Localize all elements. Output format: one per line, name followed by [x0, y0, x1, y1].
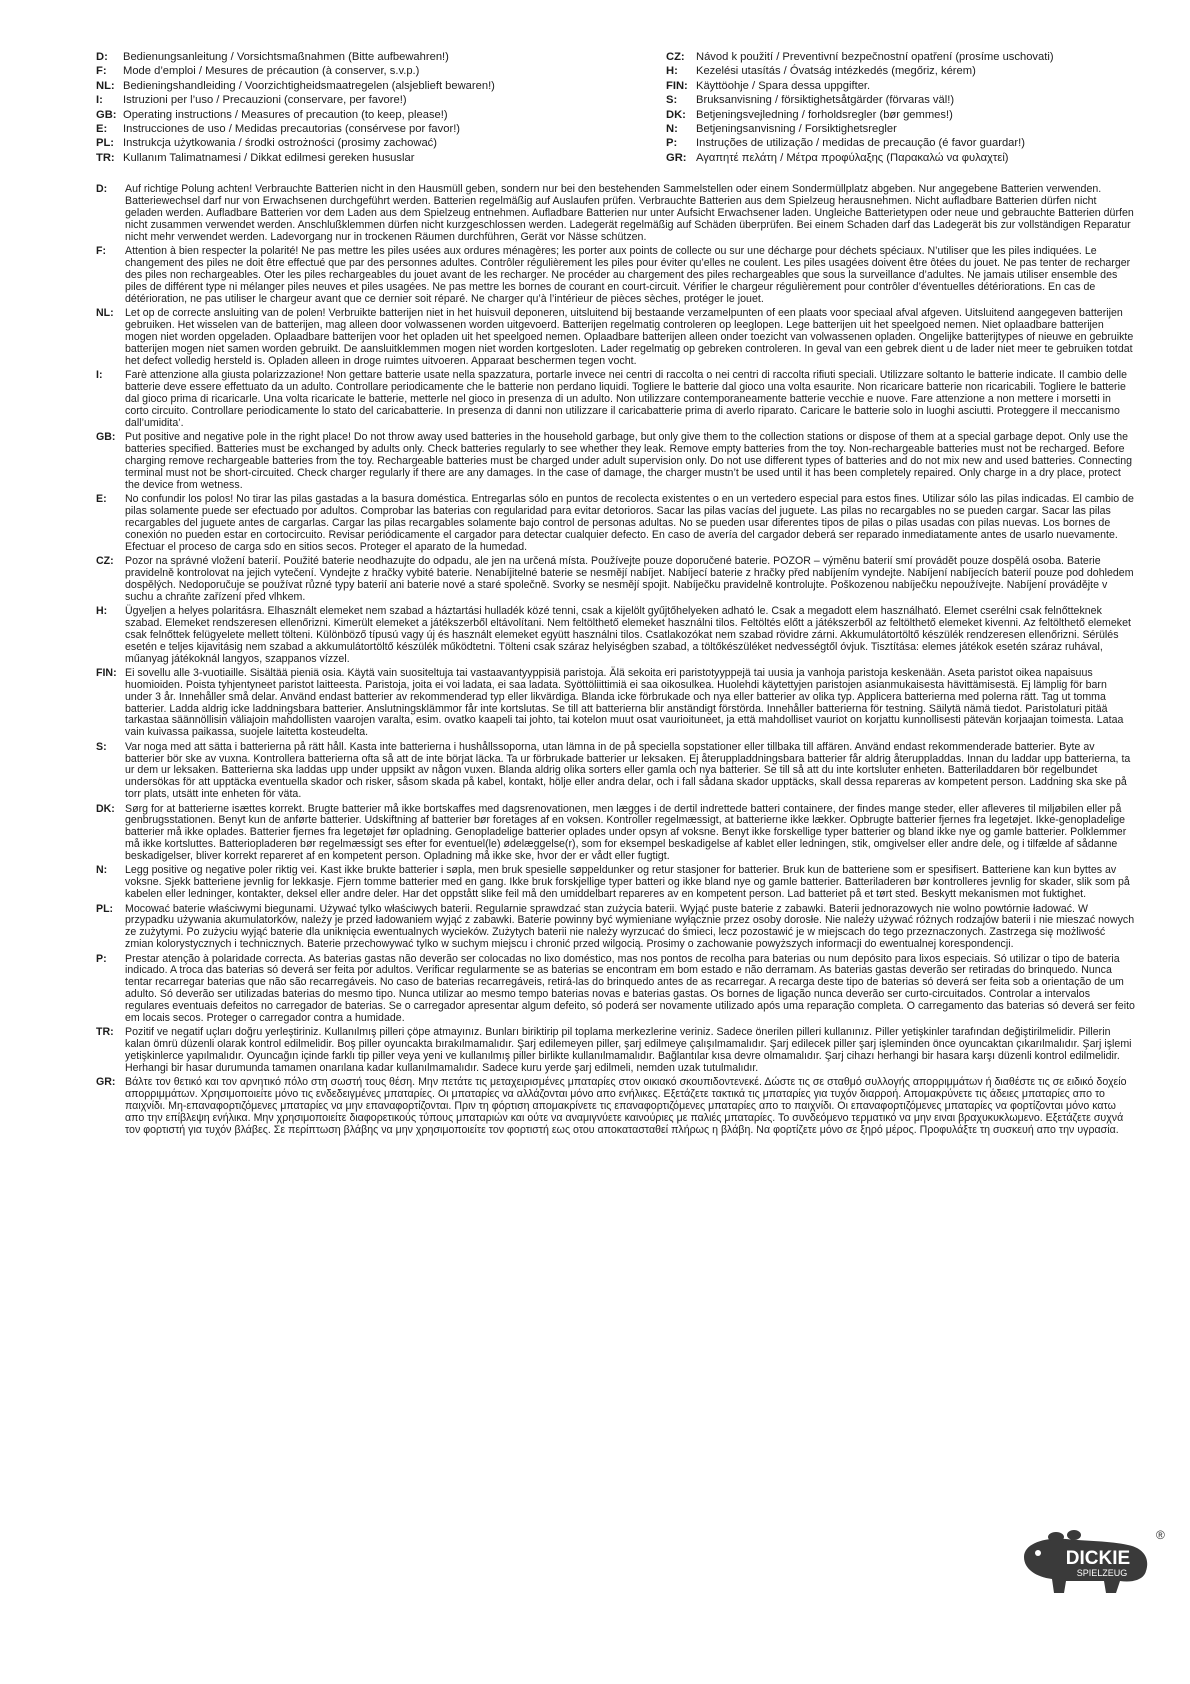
index-code: N: [666, 123, 678, 136]
index-title: Betjeningsanvisning / Forsiktighetsregler [696, 123, 897, 136]
section-text: Attention à bien respecter la polarité! Ne pas mettre les piles usées aux ordures ménagères; les porter aux points de collecte ou sur une décharge pour déchets spéciaux. N’utiliser que les piles indiquées. Le changement des piles ne doit être effectué que par des personnes adultes. Contrôler régulièrement les piles pour éviter qu’elles ne coulent. Les piles usagées doivent être ôtées du jouet. Ne pas tenter de recharger des piles non rechargeables. Oter les piles rechargeables du jouet avant de les recharger. Ne procéder au chargement des piles rechargeables que sous la surveillance d’adultes. Ne jamais utiliser ensemble des piles de différent type ni mélanger piles neuves et piles usagées. Ne pas mettre les bornes de courant en court-circuit. Vérifier le chargeur régulièrement pour contrôler d’éventuelles détériorations. En cas de détérioration, ne pas utiliser le chargeur avant que ce dernier soit réparé. Ne charger qu’à l’intérieur de pièces sèches, protéger le jouet. [125, 244, 1131, 305]
index-title: Mode d’emploi / Mesures de précaution (à conserver, s.v.p.) [123, 65, 420, 78]
language-index [96, 50, 1136, 165]
section-text: Sørg for at batterierne isættes korrekt. Brugte batterier må ikke bortskaffes med dagsrenovationen, men lægges i de dertil indrettede batteri containere, der findes mange steder, eller afleveres til miljøbilen eller på genbrugsstationen. Benyt kun de anførte batterier. Udskiftning af batterier bør foretages af en voksen. Kontroller regelmæssigt, at batterierne ikke lækker. Opbrugte batterier fjernes fra legetøjet. Ikke-genopladelige batterier må ikke oplades. Batterier fjernes fra legetøjet før opladning. Genopladelige batterier oplades under opsyn af voksne. Benyt ikke forskellige typer batterier og bland ikke nye og gamle batterier. Polklemmer må ikke kortsluttes. Batteriopladeren bør regelmæssigt ses efter for eventuel(le) ødelæggelse(r), som for eksempel beskadigelse af kablet eller ledningen, stik, omgivelser eller andre dele, og i tilfælde af sådanne beskadigelser, bliver korrekt repareret af en kompetent person. Opladning må ikke ske, hvor der er vådt eller fugtigt. [125, 802, 1127, 863]
index-row [96, 79, 636, 93]
section-text: Legg positive og negative poler riktig vei. Kast ikke brukte batterier i søpla, men bruk spesielle søppeldunker og retur stasjoner for batterier. Bruk kun de batteriene som er spesifisert. Batteriene kan kun byttes av voksne. Sjekk batteriene jevnlig for lekkasje. Fjern tomme batterier med en gang. Ikke bruk forskjellige typer batteri og ikke bland nye og gamle batterier. Batteriladeren bør kontrolleres jevnlig for skader, slik som på kabelen eller ledninger, kontakter, deksel eller andre deler. Har det oppstått slike feil må den umiddelbart repareres av en kompetent person. Lad batteriet på et tørt sted. Beskytt mekanismen mot fuktighet. [125, 864, 1130, 901]
index-code: GR: [666, 151, 687, 164]
section-text: Let op de correcte ansluiting van de polen! Verbruikte batterijen niet in het huisvuil deponeren, uitsluitend bij bestaande verzamelpunten of een plaats voor speciaal afval afgeven. Uitsluitend aangegeven batterijen gebruiken. Het wisselen van de batterijen, mag alleen door volwassenen worden uitgevoerd. Batterijen regelmatig controleren op leeglopen. Lege batterijen uit het speelgoed nemen. Niet oplaadbare batterijen mogen niet worden opgeladen. Oplaadbare batterijen voor het opladen uit het speelgoed nemen. Oplaadbare batterijen alleen onder toezicht van volwassenen opladen. Ongelijke batterijtypes of nieuwe en gebruikte batterijen mogen niet samen worden gebruikt. De aansluitklemmen mogen niet worden kortgesloten. Lader regelmatig op gebreken controleren. In geval van een gebrek dient u de lader niet meer te gebruiken totdat het defect volledig hersteld is. Opladen alleen in droge ruimtes uitvoeren. Apparaat beschermen tegen vocht. [125, 306, 1134, 367]
section-fr [96, 246, 1136, 306]
section-code: GR: [96, 1076, 116, 1089]
index-row [666, 93, 1136, 107]
section-code: S: [96, 740, 107, 753]
section-code: N: [96, 864, 108, 877]
section-fin [96, 668, 1136, 740]
section-code: PL: [96, 902, 114, 915]
index-code: NL: [96, 79, 115, 92]
index-title: Betjeningsvejledning / forholdsregler (bør gemmes!) [696, 108, 953, 121]
section-hu [96, 606, 1136, 666]
index-title: Αγαπητέ πελάτη / Μέτρα προφύλαξης (Παρακαλώ να φυλαχτεί) [696, 151, 1009, 164]
section-text: Prestar atenção à polaridade correcta. As baterias gastas não deverão ser colocadas no lixo doméstico, mas nos pontos de recolha para baterias ou num depósito para lixos especiais. Só utilizar o tipo de bateria indicado. A troca das baterias só deverá ser feita por adultos. Verificar regularmente se as baterias se encontram em bom estado e não derramam. As baterias gastas deverão ser retiradas do brinquedo. Nunca tentar recarregar baterias que não são recarregáveis. No caso de baterias recarregáveis, retirá-las do brinquedo antes de as recarregar. A recarga deste tipo de baterias só deverá ser feita sob a orientação de um adulto. Só deverão ser utilizadas baterias do mesmo tipo. Nunca utilizar ao mesmo tempo baterias novas e baterias gastas. Os bornes de ligação nunca deverão ser curto-circuitados. Controlar a intervalos regulares eventuais defeitos no carregador de baterias. Se o carregador apresentar algum defeito, só poderá ser novamente utilizado após uma reparação completa. O carregamento das baterias só deverá ser feito em locais secos. Proteger o carregador contra a humidade. [125, 952, 1135, 1025]
index-row [96, 64, 636, 78]
dickie-logo [1016, 1527, 1168, 1595]
section-pt [96, 954, 1136, 1026]
section-code: E: [96, 492, 107, 505]
index-code: TR: [96, 151, 115, 164]
registered-mark: ® [1156, 1528, 1165, 1542]
section-gr [96, 1077, 1136, 1137]
section-pl [96, 904, 1136, 952]
index-title: Istruzioni per l’uso / Precauzioni (conservare, per favore!) [123, 94, 407, 107]
section-code: GB: [96, 430, 116, 443]
section-text: Put positive and negative pole in the right place! Do not throw away used batteries in the household garbage, but only give them to the collection stations or dispose of them at a special garbage depot. Only use the batteries specified. Batteries must be exchanged by adults only. Check batteries regularly to see whether they leak. Remove empty batteries from the toy. Non-rechargeable batteries must not be recharged. Before charging remove rechargeable batteries from the toy. Rechargeable batteries must be charged under adult supervision only. Do not use different types of batteries and do not mix new and used batteries. Connecting terminal must not be short-circuited. Check charger regularly if there are any damages. In the case of damage, the charger mustn’t be used until it has been completely repaired. Only charge in a dry place, protect the device from wetness. [125, 430, 1133, 491]
index-code: FIN: [666, 79, 688, 92]
index-title: Instrukcja użytkowania / środki ostrożności (prosimy zachować) [123, 137, 437, 150]
section-de [96, 184, 1136, 244]
index-code: H: [666, 65, 678, 78]
section-text: No confundir los polos! No tirar las pilas gastadas a la basura doméstica. Entregarlas sólo en puntos de recolecta existentes o en un vertedero especial para estos fines. Utilizar sólo las pilas indicadas. El cambio de pilas solamente puede ser efectuado por adultos. Comprobar las baterias con regularidad para evitar detorioros. Sacar las pilas vacías del juguete. Las pilas no recargables no se pueden cargar. Sacar las pilas recargables del juguete antes de cargarlas. Cargar las pilas recargables solamente bajo control de personas adultas. No se pueden usar diferentes tipos de pilas o pilas usadas con pilas nuevas. Los bornes de conexión no pueden estar en cortocircuito. Revisar periódicamente el cargador para detectar cualquier defecto. En caso de avería del cargador deberá ser reparado inmediatamente antes de usarlo nuevamente. Efectuar el proceso de carga sdo en sitios secos. Proteger el aparato de la humedad. [125, 492, 1134, 553]
index-row [96, 93, 636, 107]
index-row [666, 108, 1136, 122]
index-row [666, 79, 1136, 93]
language-index-left [96, 50, 636, 165]
index-row [666, 50, 1136, 64]
index-title: Instruções de utilização / medidas de precaução (é favor guardar!) [696, 137, 1025, 150]
section-text: Farè attenzione alla giusta polarizzazione! Non gettare batterie usate nella spazzatura, portarle invece nei centri di raccolta o nei centri di raccolta rifiuti speciali. Utilizzare soltanto le batterie indicate. Il cambio delle batterie deve essere effettuato da un adulto. Controllare periodicamente che le batterie non perdano liquidi. Togliere le batterie dal gioco una volta esaurite. Non ricaricare batterie non ricaricabili. Togliere le batterie dal gioco prima di ricaricarle. Una volta ricaricate le batterie, metterle nel gioco in presenza di un adulto. Non utilizzare contemporaneamente batterie vecchie e nuove. Fare attenzione a non mettere i morsetti in corto circuito. Controllare periodicamente lo stato del caricabatterie. In presenza di danni non utilizzare il caricabatterie prima di averlo riparato. Caricare le batterie solo in luoghi asciutti. Proteggere il meccanismo dall’umidita’. [125, 368, 1128, 429]
section-code: FIN: [96, 666, 117, 679]
index-title: Bedienungsanleitung / Vorsichtsmaßnahmen (Bitte aufbewahren!) [123, 51, 449, 63]
section-text: Pozor na správné vložení baterií. Použité baterie neodhazujte do odpadu, ale jen na určená místa. Používejte pouze doporučené baterie. POZOR – výměnu baterií smí provádět pouze dospělá osoba. Baterie pravidelně kontrolovat na jejich vytečení. Vyndejte z hračky vybité baterie. Nenabíjitelné baterie se nesmějí nabíjet. Nabíjecí baterie z hračky před nabíjením vyndejte. Nabíjení nabíjecích baterií pouze pod dohledem dospělých. Nedoporučuje se používat různé typy baterií ani baterie nové a staré společně. Svorky se nesmějí spojit. Nabíječku pravidelně kontrolujte. Poškozenou nabíječku nepoužívejte. Nabíjení provádějte v suchu a chraňte zařízení před vlhkem. [125, 554, 1134, 603]
index-title: Operating instructions / Measures of precaution (to keep, please!) [123, 108, 448, 121]
section-gb [96, 432, 1136, 492]
section-se [96, 742, 1136, 802]
index-row [96, 108, 636, 122]
section-text: Pozitif ve negatif uçları doğru yerleştiriniz. Kullanılmış pilleri çöpe atmayınız. Bunları biriktirip pil toplama merkezlerine veriniz. Sadece önerilen pilleri kullanınız. Piller yetişkinler tarafından değiştirilmelidir. Pillerin kalan ömrü düzenli olarak kontrol edilmelidir. Boş piller oyuncakta bırakılmamalıdır. Şarj edilemeyen piller, şarj edilmeye çalışılmamalıdır. Şarj edilecek piller şarj işleminden önce oyuncaktan çıkarılmalıdır. Şarj işlemi yetişkinlerce yapılmalıdır. Oyuncağın içinde farklı tip piller veya yeni ve kullanılmış piller birlikte kullanılmamalıdır. Bağlantılar kısa devre olmamalıdır. Şarj cihazı herhangi bir hasara karşı düzenli kontrol edilmelidir. Herhangi bir hasar durumunda tamamen onarılana kadar kullanılmamalıdır. Sadece kuru yerde şarj edilmeli, nemden uzak tutulmalıdır. [125, 1026, 1132, 1075]
section-es [96, 494, 1136, 554]
section-code: F: [96, 244, 106, 257]
index-code: F: [96, 65, 107, 78]
index-row [666, 64, 1136, 78]
index-row [96, 122, 636, 136]
section-text: Mocować baterie właściwymi biegunami. Używać tylko właściwych baterii. Regularnie sprawdzać stan zużycia baterii. Wyjąć puste baterie z zabawki. Baterii jednorazowych nie wolno powtórnie ładować. W przypadku używania akumulatorków, należy je przed ładowaniem wyjąć z zabawki. Baterie powinny być wymieniane wyłącznie przez osoby dorosłe. Nie należy używać różnych rodzajów baterii i nie mieszać nowych ze zużytymi. Po zużyciu wyjąć baterie dla uniknięcia ewentualnych wycieków. Zużytych baterii nie należy wyrzucać do śmieci, lecz pozostawić je w miejscach do tego przeznaczonych. Zastrzega się możliwość zmian kolorystycznych i technicznych. Baterie przechowywać tylko w suchym miejscu i chronić przed wilgocią. Prosimy o zachowanie powyższych informacji do ewentualnej korespondencji. [125, 902, 1135, 951]
index-row [666, 122, 1136, 136]
index-title: Návod k použití / Preventivní bezpečnostní opatření (prosíme uschovati) [696, 51, 1054, 63]
index-title: Kullanım Talimatnamesi / Dikkat edilmesi gereken hususlar [123, 151, 415, 164]
section-no [96, 865, 1136, 901]
section-code: P: [96, 952, 107, 965]
index-code: D: [96, 51, 108, 63]
index-title: Käyttöohje / Spara dessa uppgifter. [696, 79, 871, 92]
index-code: PL: [96, 137, 115, 150]
section-code: NL: [96, 306, 114, 319]
section-tr [96, 1027, 1136, 1075]
index-row [96, 151, 636, 165]
section-text: Var noga med att sätta i batterierna på rätt håll. Kasta inte batterierna i hushållssoporna, utan lämna in de på speciella sopstationer eller tillbaka till affären. Använd endast rekommenderade batterier. Byte av batterier bör ske av vuxna. Kontrollera batterierna ofta så att de inte börjat läcka. Ta ur förbrukade batterier ur leksaken. Ej återuppladdningsbara batterier får aldrig återuppladdas. Innan du laddar upp batterierna, ta ur dem ur leksaken. Batterierna ska laddas upp under uppsikt av någon vuxen. Blanda aldrig olika sorters eller gamla och nya batterier. Se till så att du inte kortsluter enheten. Batteriladdaren bör regelbundet undersökas för att upptäcka eventuella skador och risker, såsom skada på kabel, kontakt, hölje eller andra delar, och i fall sådana skador upptäcks, skall dessa repareras av kompetent person. Laddning ska ske på torr plats, utsätt inte enheten för väta. [125, 740, 1131, 801]
index-title: Kezelési utasítás / Óvatság intézkedés (megőriz, kérem) [696, 65, 976, 78]
section-code: H: [96, 604, 108, 617]
index-code: CZ: [666, 51, 685, 63]
index-code: DK: [666, 108, 686, 121]
section-text: Ei sovellu alle 3-vuotiaille. Sisältää pieniä osia. Käytä vain suositeltuja tai vastaavantyyppisiä paristoja. Älä sekoita eri paristotyyppejä tai uusia ja vanhoja paristoja keskenään. Aseta paristot oikea napaisuus huomioiden. Poista tyhjentyneet paristot laitteesta. Paristoja, joita ei voi ladata, ei saa ladata. Syöttöliittimiä ei saa oikosulkea. Huolehdi käytettyjen paristojen asianmukaisesta hävittämisestä. Ej lämplig för barn under 3 år. Innehåller små delar. Använd endast batterier av rekommenderad typ eller likvärdiga. Blanda icke förbrukade och nya eller batterier av olika typ. Applicera batterierna med polerna rätt. Tag ut tomma batterier. Ladda aldrig icke laddningsbara batterier. Anslutningsklämmor får inte kortslutas. Se till att batterierna blir anständigt förstörda. Innehåller batterierna för testning. Säilytä nämä tiedot. Paristolaturi pitää tarkastaa säännöllisin väliajoin mahdollisten vaarojen varalta, esim. ovatko kaapeli tai johto, tai kotelon muut osat vaurioituneet, ja että mahdolliset vauriot on korjattu kunnollisesti pätevän korjaajan toimesta. Lataa vain kuivassa paikassa, suojele laitetta kosteudelta. [125, 666, 1124, 739]
index-code: E: [96, 123, 108, 136]
index-row [666, 151, 1136, 165]
section-nl [96, 308, 1136, 368]
section-dk [96, 804, 1136, 864]
safety-instructions [96, 184, 1136, 1139]
section-it [96, 370, 1136, 430]
section-text: Βάλτε τον θετικό και τον αρνητικό πόλο στη σωστή τους θέση. Μην πετάτε τις μεταχειρισμένες μπαταρίες στον οικιακό σκουπιδοντενεκέ. Δώστε τις σε σταθμό συλλογής απορριμμάτων ή διαθέστε τις σε ειδικό δοχείο απορριμμάτων. Χρησιμοποιείτε μόνο τις ενδεδειγμένες μπαταρίες. Οι μπαταρίες να αλλάζονται μόνο απο ενήλικες. Εξετάζετε τακτικά τις μπαταρίες για τυχόν διαρροή. Απομακρύνετε τις άδειες μπαταρίες απο το παιχνίδι. Μη-επαναφορτιζόμενες μπαταρίες να μην επαναφορτίζονται. Πριν τη φόρτιση απομακρίνετε τις επαναφορτιζόμενες μπαταρίες απο το παιχνίδι. Οι επαναφορτιζόμενες μπαταρίες να φορτίζονται μόνο κατω απο την επίβλεψη ενήλικα. Μην χρησιμοποιείτε διαφορετικούς τύπους μπαταριών και ούτε να αναμιγνύετε καινούριες με παλιές μπαταρίες. Το συνδεόμενο τερματικό να μην ειναι βραχυκυκλωμενο. Εξετάζετε συχνά τον φορτιστή για τυχόν βλάβες. Σε περίπτωση βλάβης να μην χρησιμοποιείτε τον φορτιστή εως οτου αποκατασταθεί πλήρως η βλάβη. Να φορτίζετε μόνο σε ξηρό μέρος. Προφυλάξτε τη συσκευή απο την υγρασία. [125, 1076, 1127, 1137]
section-code: DK: [96, 802, 115, 815]
index-row [96, 136, 636, 150]
index-title: Bruksanvisning / försiktighetsåtgärder (förvaras väl!) [696, 94, 955, 107]
section-text: Auf richtige Polung achten! Verbrauchte Batterien nicht in den Hausmüll geben, sondern nur bei den bestehenden Sammelstellen oder einem Sondermüllplatz abgeben. Nur angegebene Batterien verwenden. Batteriewechsel darf nur von Erwachsenen durchgeführt werden. Batterien regelmäßig auf Auslaufen prüfen. Verbrauchte Batterien aus dem Spielzeug herausnehmen. Nicht aufladbare Batterien dürfen nicht geladen werden. Aufladbare Batterien vor dem Laden aus dem Spielzeug entnehmen. Aufladbare Batterien nur unter Aufsicht Erwachsener laden. Ungleiche Batterietypen oder neue und gebrauchte Batterien dürfen nicht zusammen verwendet werden. Anschlußklemmen dürfen nicht kurzgeschlossen werden. Ladegerät regelmäßig auf Schäden überprüfen. Bei einem Schaden darf das Ladegerät bis zur vollständigen Reparatur nicht mehr verwendet werden. Ladevorgang nur in trockenen Räumen durchführen, Gerät vor Nässe schützen. [125, 183, 1134, 243]
index-code: GB: [96, 108, 117, 121]
index-row [96, 50, 636, 64]
section-text: Ügyeljen a helyes polaritásra. Elhasznált elemeket nem szabad a háztartási hulladék közé tenni, csak a kijelölt gyűjtőhelyeken adható le. Csak a megadott elem használható. Elemet cserélni csak felnőtteknek szabad. Elemeket rendszeresen ellenőrizni. Kimerült elemeket a játékszerből eltávolítani. Nem feltölthető elemeket használni tilos. Feltöltés előtt a játékszerből az feltölthető elemeket kivenni. Az feltölthető elemeket csak felnőttek felügyelete mellett tölteni. Különböző típusú vagy új és használt elemeket együtt használni tilos. Csatlakozókat nem szabad rövidre zárni. Akkumulátortöltő készülék rendzeresen ellenőrizni. Sérülés esetén e teljes kijavitásig nem szabad a akkumulátortöltő készülék működtetni. Tölteni csak száraz helyiségben szabad, a töltőkészüléket nedvességtől óvjuk. Tisztítása: elemes játékok esetén száraz ruhával, műanyag játékoknál langyos, szappanos vízzel. [125, 604, 1132, 665]
index-code: S: [666, 94, 678, 107]
section-code: D: [96, 183, 108, 195]
section-cz [96, 556, 1136, 604]
section-code: CZ: [96, 554, 114, 567]
index-code: P: [666, 137, 678, 150]
section-code: I: [96, 368, 103, 381]
index-title: Instrucciones de uso / Medidas precautorias (consérvese por favor!) [123, 123, 461, 136]
language-index-right [666, 50, 1136, 165]
logo-brand: DICKIE [1065, 1548, 1131, 1569]
index-title: Bedieningshandleiding / Voorzichtigheidsmaatregelen (alsjeblieft bewaren!) [123, 79, 495, 92]
index-code: I: [96, 94, 103, 107]
section-code: TR: [96, 1026, 114, 1039]
logo-sub: SPIELZEUG [1076, 1568, 1128, 1578]
index-row [666, 136, 1136, 150]
